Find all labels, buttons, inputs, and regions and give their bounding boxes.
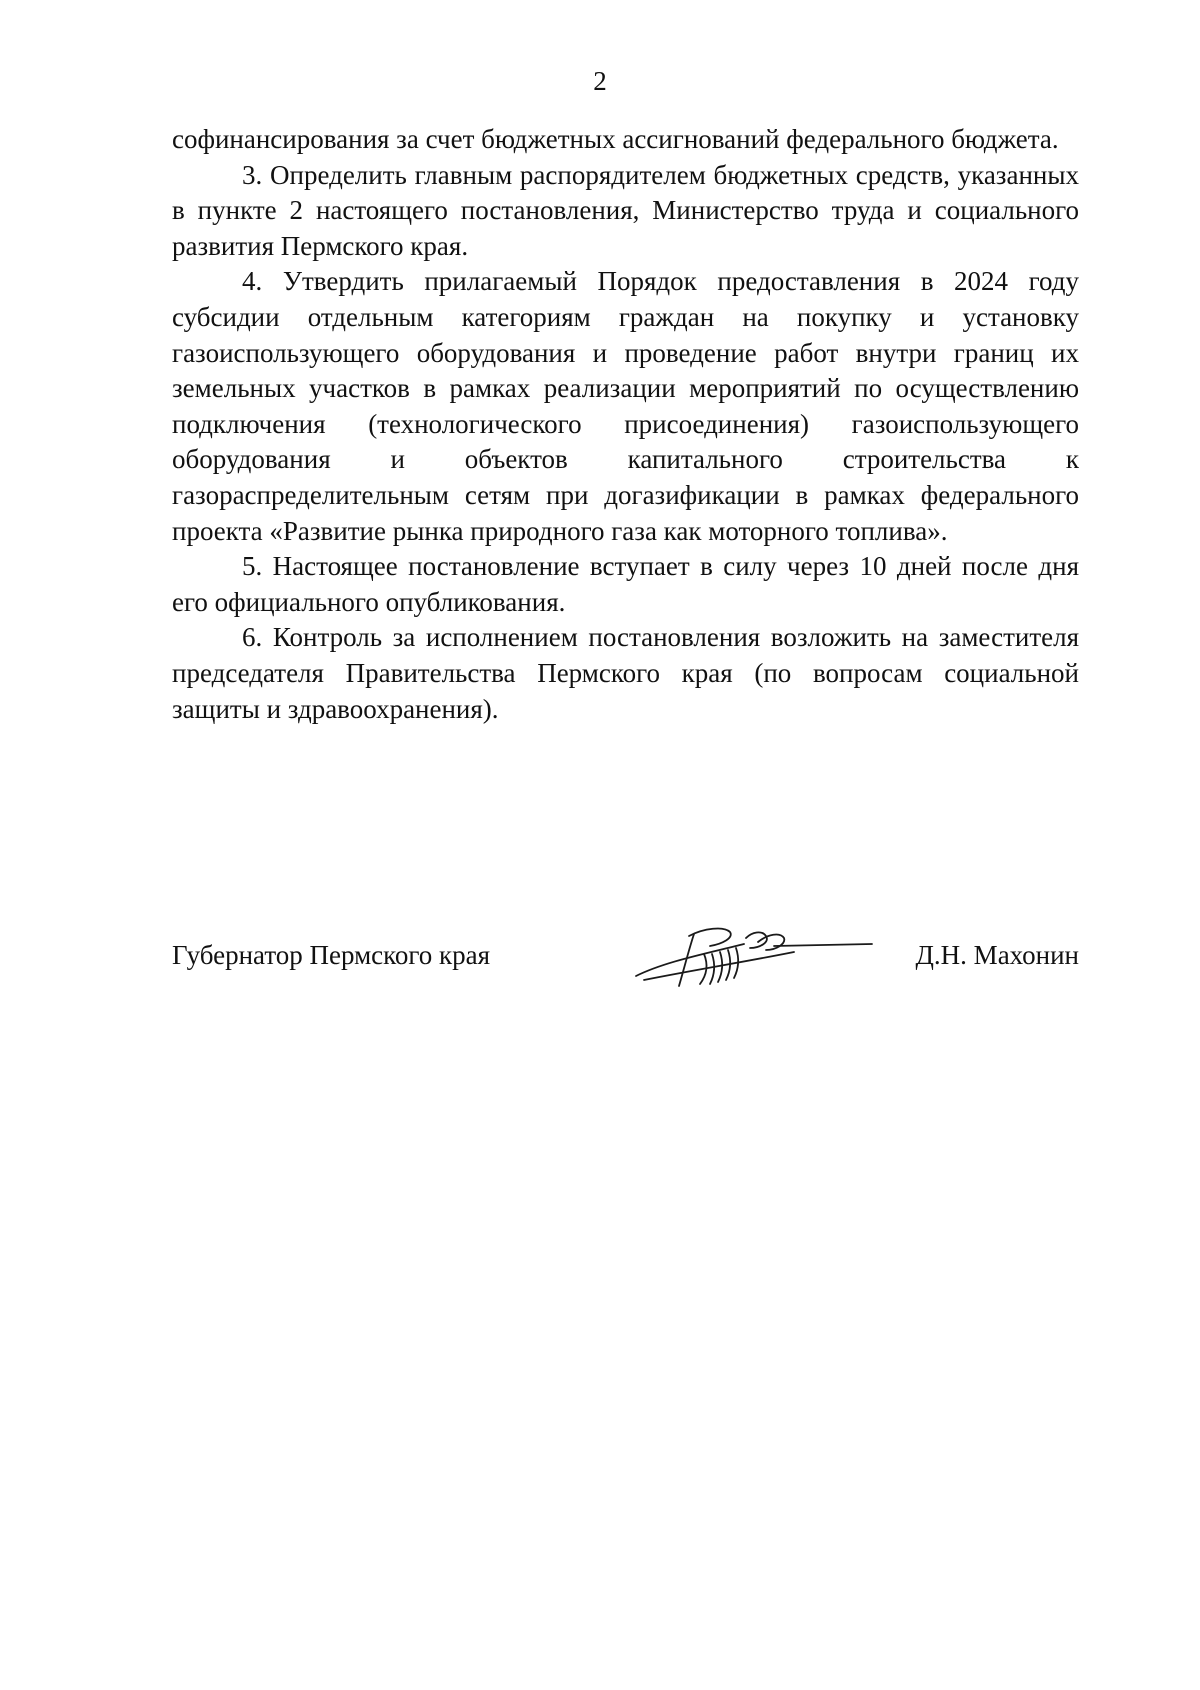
handwritten-signature bbox=[634, 914, 874, 994]
paragraph-item-6: 6. Контроль за исполнением постановления возложить на заместителя председателя Правительства Пермского края (по вопросам социальной защиты и здравоохранения). bbox=[172, 622, 1079, 724]
signature-block bbox=[172, 938, 1079, 998]
paragraph-item-5: 5. Настоящее постановление вступает в силу через 10 дней после дня его официального опубликования. bbox=[172, 551, 1079, 617]
signer-name: Д.Н. Махонин bbox=[915, 940, 1079, 970]
signer-position-title: Губернатор Пермского края bbox=[172, 940, 491, 970]
paragraph-continuation: софинансирования за счет бюджетных ассигнований федерального бюджета. bbox=[172, 124, 1059, 154]
document-body bbox=[172, 122, 1079, 727]
paragraph-item-4: 4. Утвердить прилагаемый Порядок предоставления в 2024 году субсидии отдельным категориям граждан на покупку и установку газоиспользующего оборудования и проведение работ внутри границ их земельных участков в рамках реализации мероприятий по осуществлению подключения (технологического присоединения) газоиспользующего оборудования и объектов капитального строительства к газораспределительным сетям при догазификации в рамках федерального проекта «Развитие рынка природного газа как моторного топлива». bbox=[172, 266, 1079, 546]
paragraph-item-3: 3. Определить главным распорядителем бюджетных средств, указанных в пункте 2 настоящего постановления, Министерство труда и социального развития Пермского края. bbox=[172, 159, 1079, 261]
page-number: 2 bbox=[593, 66, 607, 96]
